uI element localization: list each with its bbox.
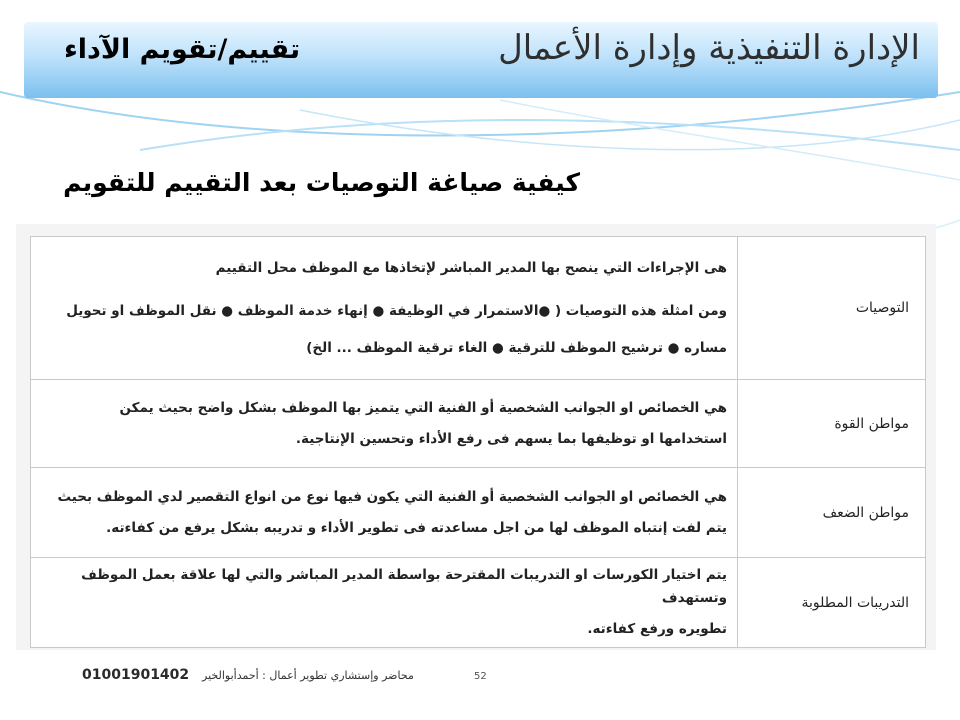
row-label-required-training: التدريبات المطلوبة [738, 558, 926, 648]
row-description [31, 558, 738, 648]
description-line: مساره ● ترشيح الموظف للترقية ● الغاء ترقية الموظف ... الخ) [306, 339, 727, 356]
table-row [31, 558, 926, 648]
row-label-recommendations: التوصيات [738, 237, 926, 380]
description-line: استخدامها او توظيفها بما يسهم فى رفع الأداء وتحسين الإنتاجية. [295, 430, 727, 447]
description-line: يتم لفت إنتباه الموظف لها من اجل مساعدته فى تطوير الأداء و تدريبه بشكل يرفع من كفاءته. [106, 519, 727, 536]
description-line: ومن امثلة هذه التوصيات ( ●الاستمرار في الوظيفة ● إنهاء خدمة الموظف ● نقل الموظف او تحويل [66, 302, 727, 319]
row-description [31, 380, 738, 468]
description-line: هى الإجراءات التي ينصح بها المدير المباشر لإتخاذها مع الموظف محل التقييم [215, 259, 727, 276]
table-row [31, 468, 926, 558]
row-description [31, 468, 738, 558]
description-line: هي الخصائص او الجوانب الشخصية أو الفنية التي يكون فيها نوع من انواع التقصير لدي الموظف بحيث [57, 488, 727, 505]
footer-phone: 01001901402 [82, 667, 190, 683]
header-topic: تقييم/تقويم الآداء [64, 34, 301, 65]
slide-subtitle: كيفية صياغة التوصيات بعد التقييم للتقويم [63, 168, 580, 197]
recommendations-table [30, 236, 926, 648]
row-label-strengths: مواطن القوة [738, 380, 926, 468]
page-number: 52 [474, 671, 487, 682]
header-title: الإدارة التنفيذية وإدارة الأعمال [498, 28, 920, 68]
row-label-weaknesses: مواطن الضعف [738, 468, 926, 558]
description-line: هي الخصائص او الجوانب الشخصية أو الفنية التي يتميز بها الموظف بشكل واضح بحيث يمكن [119, 399, 727, 416]
description-line: يتم اختيار الكورسات او التدريبات المقترحة بواسطة المدير المباشر والتي لها علاقة بعمل الموظف وتستهدف [81, 567, 727, 606]
table-row [31, 380, 926, 468]
description-line: تطويره ورفع كفاءته. [587, 621, 727, 637]
footer-credit: محاضر وإستشاري تطوير أعمال : أحمدأبوالخير [202, 669, 414, 682]
table-row [31, 237, 926, 380]
row-description [31, 237, 738, 380]
